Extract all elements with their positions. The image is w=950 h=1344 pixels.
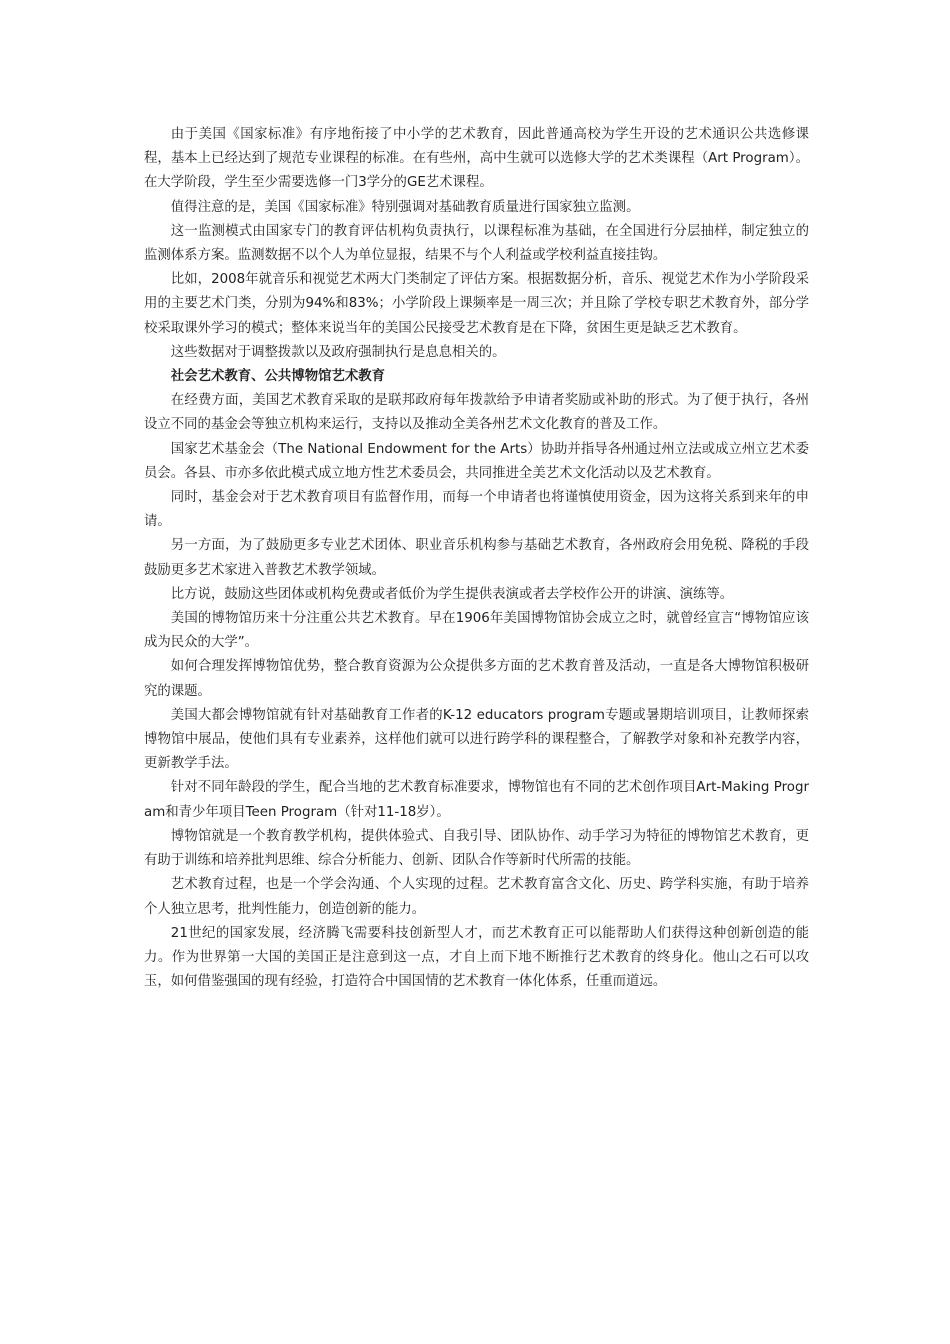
paragraph: 国家艺术基金会（The National Endowment for the Arts）协助并指导各州通过州立法或成立州立艺术委员会。各县、市亦多依此模式成立地方性艺术委员会，共同推进全美艺术文化活动以及艺术教育。 [144,441,809,481]
paragraph: 在经费方面，美国艺术教育采取的是联邦政府每年拨款给予申请者奖励或补助的形式。为了便于执行，各州设立不同的基金会等独立机构来运行，支持以及推动全美各州艺术文化教育的普及工作。 [144,393,809,433]
paragraph: 如何合理发挥博物馆优势，整合教育资源为公众提供多方面的艺术教育普及活动，一直是各大博物馆积极研究的课题。 [144,659,809,699]
paragraph: 针对不同年龄段的学生，配合当地的艺术教育标准要求，博物馆也有不同的艺术创作项目Art-Making Program和青少年项目Teen Program（针对11-18岁）。 [144,780,809,820]
paragraph: 比方说，鼓励这些团体或机构免费或者低价为学生提供表演或者去学校作公开的讲演、演练等。 [170,586,734,602]
paragraph: 这一监测模式由国家专门的教育评估机构负责执行，以课程标准为基础，在全国进行分层抽样，制定独立的监测体系方案。监测数据不以个人为单位显报，结果不与个人利益或学校利益直接挂钩。 [144,223,809,264]
section-heading: 社会艺术教育、公共博物馆艺术教育 [170,369,386,385]
paragraph: 由于美国《国家标准》有序地衔接了中小学的艺术教育，因此普通高校为学生开设的艺术通识公共选修课程，基本上已经达到了规范专业课程的标准。在有些州，高中生就可以选修大学的艺术类课程（Art Program）。在大学阶段，学生至少需要选修一门3学分的GE艺术课程。 [144,127,809,191]
paragraph: 同时，基金会对于艺术教育项目有监督作用，而每一个申请者也将谨慎使用资金，因为这将关系到来年的申请。 [144,490,809,530]
paragraph: 比如，2008年就音乐和视觉艺术两大门类制定了评估方案。根据数据分析，音乐、视觉艺术作为小学阶段采用的主要艺术门类，分别为94%和83%；小学阶段上课频率是一周三次；并且除了学校专职艺术教育外，部分学校采取课外学习的模式；整体来说当年的美国公民接受艺术教育是在下降，贫困生更是缺乏艺术教育。 [144,272,809,336]
paragraph: 美国的博物馆历来十分注重公共艺术教育。早在1906年美国博物馆协会成立之时，就曾经宣言“博物馆应该成为民众的大学”。 [144,611,809,651]
paragraph: 这些数据对于调整拨款以及政府强制执行是息息相关的。 [170,344,506,360]
article-body [144,123,809,994]
paragraph: 博物馆就是一个教育教学机构，提供体验式、自我引导、团队协作、动手学习为特征的博物馆艺术教育，更有助于训练和培养批判思维、综合分析能力、创新、团队合作等新时代所需的技能。 [144,828,809,869]
paragraph: 值得注意的是，美国《国家标准》特别强调对基础教育质量进行国家独立监测。 [170,199,640,215]
paragraph: 美国大都会博物馆就有针对基础教育工作者的K-12 educators program专题或暑期培训项目，让教师探索博物馆中展品，使他们具有专业素养，这样他们就可以进行跨学科的课程整合，了解教学对象和补充教学内容，更新教学手法。 [144,707,809,772]
paragraph: 21世纪的国家发展，经济腾飞需要科技创新型人才，而艺术教育正可以能帮助人们获得这种创新创造的能力。作为世界第一大国的美国正是注意到这一点，才自上而下地不断推行艺术教育的终身化。他山之石可以攻玉，如何借鉴强国的现有经验，打造符合中国国情的艺术教育一体化体系，任重而道远。 [144,925,809,990]
paragraph: 另一方面，为了鼓励更多专业艺术团体、职业音乐机构参与基础艺术教育，各州政府会用免税、降税的手段鼓励更多艺术家进入普教艺术教学领域。 [144,538,809,578]
paragraph: 艺术教育过程，也是一个学会沟通、个人实现的过程。艺术教育富含文化、历史、跨学科实施，有助于培养个人独立思考，批判性能力，创造创新的能力。 [144,877,809,917]
